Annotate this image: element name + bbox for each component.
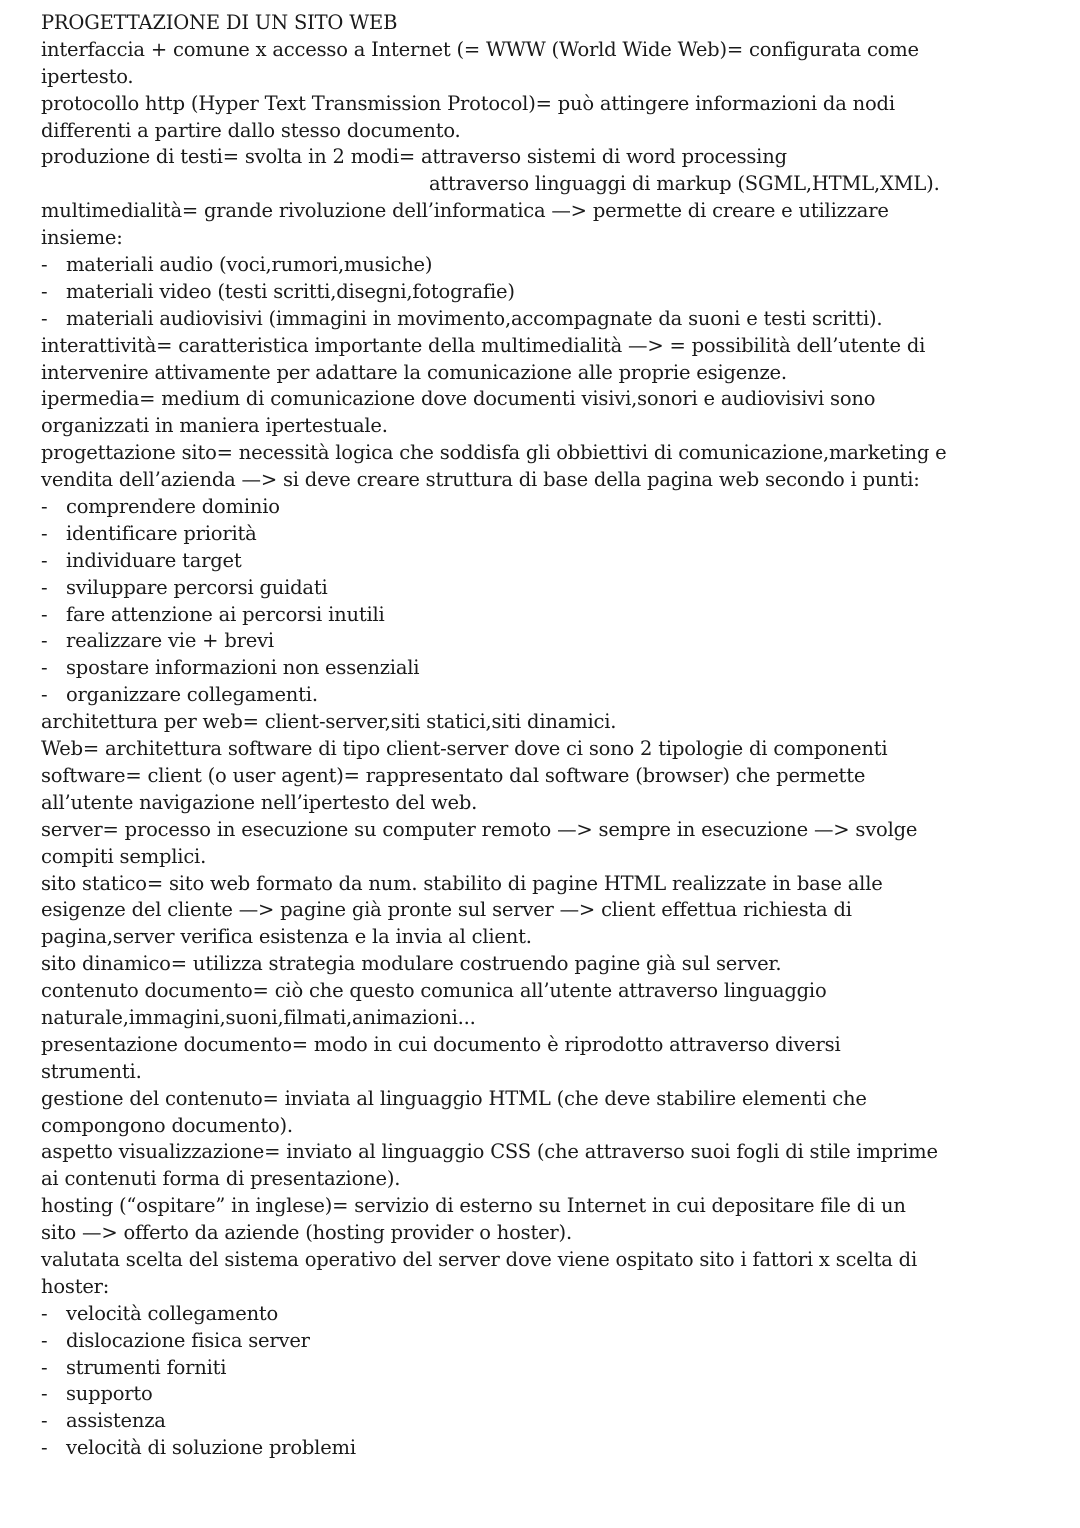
bullet-dash: - [41, 683, 48, 707]
bullet-item [41, 548, 1051, 575]
bullet-text: realizzare vie + brevi [66, 629, 274, 653]
bullet-dash: - [41, 575, 48, 599]
bullet-dash: - [41, 1301, 48, 1325]
bullet-item [41, 1328, 1051, 1355]
document-title: PROGETTAZIONE DI UN SITO WEB [41, 11, 398, 34]
bullet-item [41, 628, 1051, 655]
text-line: pagina,server verifica esistenza e la invia al client. [41, 925, 532, 949]
bullet-item [41, 575, 1051, 602]
text-line: strumenti. [41, 1059, 142, 1083]
bullet-text: comprendere dominio [66, 495, 280, 519]
text-line: insieme: [41, 226, 123, 250]
bullet-text: dislocazione fisica server [66, 1328, 310, 1352]
bullet-dash: - [41, 629, 48, 653]
text-line: differenti a partire dallo stesso documento. [41, 118, 461, 142]
text-line: naturale,immagini,suoni,filmati,animazioni... [41, 1005, 476, 1029]
text-line: progettazione sito= necessità logica che soddisfa gli obbiettivi di comunicazione,marketing e [41, 441, 947, 465]
bullet-text: identificare priorità [66, 521, 257, 545]
bullet-dash: - [41, 656, 48, 680]
bullet-text: strumenti forniti [66, 1355, 227, 1379]
bullet-item [41, 306, 1051, 333]
bullet-text: materiali audio (voci,rumori,musiche) [66, 253, 433, 277]
bullet-dash: - [41, 1436, 48, 1460]
text-line: vendita dell’azienda —> si deve creare struttura di base della pagina web secondo i punti: [41, 468, 920, 492]
bullet-item [41, 682, 1051, 709]
text-line: all’utente navigazione nell’ipertesto del web. [41, 790, 478, 814]
bullet-dash: - [41, 495, 48, 519]
bullet-item [41, 279, 1051, 306]
text-line: sito —> offerto da aziende (hosting provider o hoster). [41, 1221, 572, 1245]
text-line: presentazione documento= modo in cui documento è riprodotto attraverso diversi [41, 1032, 841, 1056]
bullet-item [41, 1408, 1051, 1435]
bullet-text: assistenza [66, 1409, 166, 1433]
bullet-text: fare attenzione ai percorsi inutili [66, 602, 385, 626]
text-line: aspetto visualizzazione= inviato al linguaggio CSS (che attraverso suoi fogli di stile imprime [41, 1140, 938, 1164]
bullet-text: organizzare collegamenti. [66, 683, 318, 707]
bullet-dash: - [41, 548, 48, 572]
text-line: gestione del contenuto= inviata al linguaggio HTML (che deve stabilire elementi che [41, 1086, 867, 1110]
text-line: ai contenuti forma di presentazione). [41, 1167, 401, 1191]
bullet-dash: - [41, 306, 48, 330]
bullet-dash: - [41, 602, 48, 626]
indented-text-line: attraverso linguaggi di markup (SGML,HTML,XML). [429, 172, 940, 196]
text-line: organizzati in maniera ipertestuale. [41, 414, 388, 438]
bullet-dash: - [41, 279, 48, 303]
text-line: compiti semplici. [41, 844, 207, 868]
text-line: contenuto documento= ciò che questo comunica all’utente attraverso linguaggio [41, 979, 827, 1003]
document-page [41, 10, 1051, 1462]
text-line: Web= architettura software di tipo client-server dove ci sono 2 tipologie di componenti [41, 737, 888, 761]
bullet-text: velocità di soluzione problemi [66, 1436, 356, 1460]
text-line: sito statico= sito web formato da num. stabilito di pagine HTML realizzate in base alle [41, 871, 883, 895]
bullet-item [41, 1381, 1051, 1408]
bullet-dash: - [41, 521, 48, 545]
text-line: hosting (“ospitare” in inglese)= servizio di esterno su Internet in cui depositare file di un [41, 1194, 906, 1218]
bullet-text: supporto [66, 1382, 153, 1406]
text-line: intervenire attivamente per adattare la comunicazione alle proprie esigenze. [41, 360, 787, 384]
bullet-item [41, 602, 1051, 629]
text-line: interattività= caratteristica importante della multimedialità —> = possibilità dell’utente di [41, 333, 926, 357]
text-line: architettura per web= client-server,siti statici,siti dinamici. [41, 710, 617, 734]
bullet-item [41, 494, 1051, 521]
bullet-item [41, 1355, 1051, 1382]
text-line: ipertesto. [41, 64, 134, 88]
document-body [41, 37, 1051, 1462]
bullet-text: velocità collegamento [66, 1301, 279, 1325]
bullet-dash: - [41, 1355, 48, 1379]
bullet-item [41, 655, 1051, 682]
bullet-text: sviluppare percorsi guidati [66, 575, 328, 599]
text-line: hoster: [41, 1274, 110, 1298]
text-line: produzione di testi= svolta in 2 modi= attraverso sistemi di word processing [41, 145, 787, 169]
text-line: valutata scelta del sistema operativo del server dove viene ospitato sito i fattori x scelta di [41, 1247, 917, 1271]
bullet-text: spostare informazioni non essenziali [66, 656, 420, 680]
bullet-item [41, 521, 1051, 548]
bullet-item [41, 1301, 1051, 1328]
bullet-dash: - [41, 1409, 48, 1433]
bullet-dash: - [41, 1328, 48, 1352]
text-line: protocollo http (Hyper Text Transmission Protocol)= può attingere informazioni da nodi [41, 91, 895, 115]
text-line: multimedialità= grande rivoluzione dell’informatica —> permette di creare e utilizzare [41, 199, 889, 223]
text-line: software= client (o user agent)= rappresentato dal software (browser) che permette [41, 763, 866, 787]
text-line: ipermedia= medium di comunicazione dove documenti visivi,sonori e audiovisivi sono [41, 387, 876, 411]
bullet-text: materiali video (testi scritti,disegni,fotografie) [66, 279, 515, 303]
bullet-dash: - [41, 253, 48, 277]
text-line: esigenze del cliente —> pagine già pronte sul server —> client effettua richiesta di [41, 898, 852, 922]
bullet-item [41, 252, 1051, 279]
text-line: compongono documento). [41, 1113, 293, 1137]
text-line: server= processo in esecuzione su computer remoto —> sempre in esecuzione —> svolge [41, 817, 918, 841]
bullet-text: materiali audiovisivi (immagini in movimento,accompagnate da suoni e testi scritti). [66, 306, 883, 330]
text-line: interfaccia + comune x accesso a Internet (= WWW (World Wide Web)= configurata come [41, 37, 919, 61]
text-line: sito dinamico= utilizza strategia modulare costruendo pagine già sul server. [41, 952, 782, 976]
bullet-text: individuare target [66, 548, 242, 572]
bullet-dash: - [41, 1382, 48, 1406]
bullet-item [41, 1435, 1051, 1462]
